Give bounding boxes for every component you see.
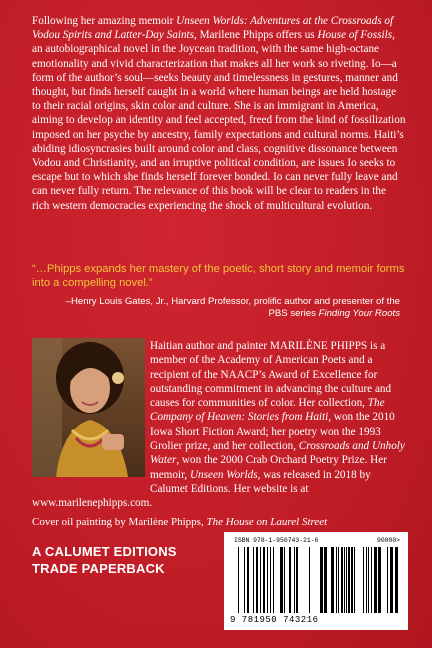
publisher-imprint <box>32 543 207 577</box>
painting-title: The House on Laurel Street <box>206 516 328 528</box>
description-body: , an autobiographical novel in the Joycean tradition, with the same high-octane emotionality and vivid characterization that makes all her work so riveting. Io—a form of the author’s soul—seeks beauty and timelessness in gestures, manner and thought, but finds herself caught in a world where human beings are held hostage to their racial origins, skin color and culture. She is an immigrant in America, aiming to develop an identity and feel accepted, freed from the kind of fossilization imposed on her psyche by ancestry, family expectations and cultural norms. Haiti’s abiding idiosyncrasies built around color and class, cognitive dissonance between Vodou and Christianity, and an irruptive political condition, are issues Io seeks to escape but to which she finds herself forever bonded. Io can never fully leave and can never fully return. The relevance of this book will be clear to readers in the rich western democracies experiencing the shock of multicultural evolution. <box>32 29 406 212</box>
description-mid: , Marilene Phipps offers us <box>194 29 318 42</box>
barcode <box>224 532 408 630</box>
cover-credit <box>32 515 412 529</box>
bio-title-1: The Company of Heaven: Stories from Haiti <box>150 397 385 424</box>
description-intro: Following her amazing memoir <box>32 15 177 27</box>
cover-credit-text: Cover oil painting by Marilène Phipps, <box>32 516 207 528</box>
quote-attribution <box>60 296 400 321</box>
barcode-bars <box>234 547 400 617</box>
author-bio <box>32 339 407 511</box>
memoir-title: Unseen Worlds: Adventures at the Crossroads of Vodou Spirits and Latter-Day Saints <box>32 15 394 42</box>
ean-number: 9 781950 743216 <box>230 615 319 625</box>
bio-part-1: Haitian author and painter MARILÈNE PHIPPS is a member of the Academy of American Poets and a recipient of the NAACP’s Award of Excellence for outstanding commitment in advancing the culture and causes for communities of color. Her collection, <box>150 340 392 410</box>
book-description <box>32 14 406 213</box>
publisher-line-1: A CALUMET EDITIONS <box>32 544 177 559</box>
price-code: 90000> <box>376 537 400 544</box>
bio-part-2: , won the 2010 Iowa Short Fiction Award; her poetry won the 1993 Grolier prize, and her collection, <box>150 411 395 453</box>
book-title: House of Fossils <box>317 29 393 42</box>
bio-part-4: , was released in 2018 by Calumet Editions. Her website is at www.marilenephipps.com. <box>32 468 371 510</box>
publisher-line-2: TRADE PAPERBACK <box>32 561 165 576</box>
bio-part-3: , won the 2000 Crab Orchard Poetry Prize. Her memoir, <box>150 454 387 481</box>
attribution-text: –Henry Louis Gates, Jr., Harvard Professor, prolific author and presenter of the PBS series <box>65 296 400 320</box>
bio-title-3: Unseen Worlds <box>189 468 258 481</box>
isbn-label: ISBN 978-1-950743-21-6 <box>234 537 319 544</box>
show-title: Finding Your Roots <box>318 308 400 320</box>
bio-title-2: Crossroads and Unholy Water <box>150 440 405 467</box>
review-quote: “…Phipps expands her mastery of the poetic, short story and memoir forms into a compelling novel.” <box>32 263 405 289</box>
